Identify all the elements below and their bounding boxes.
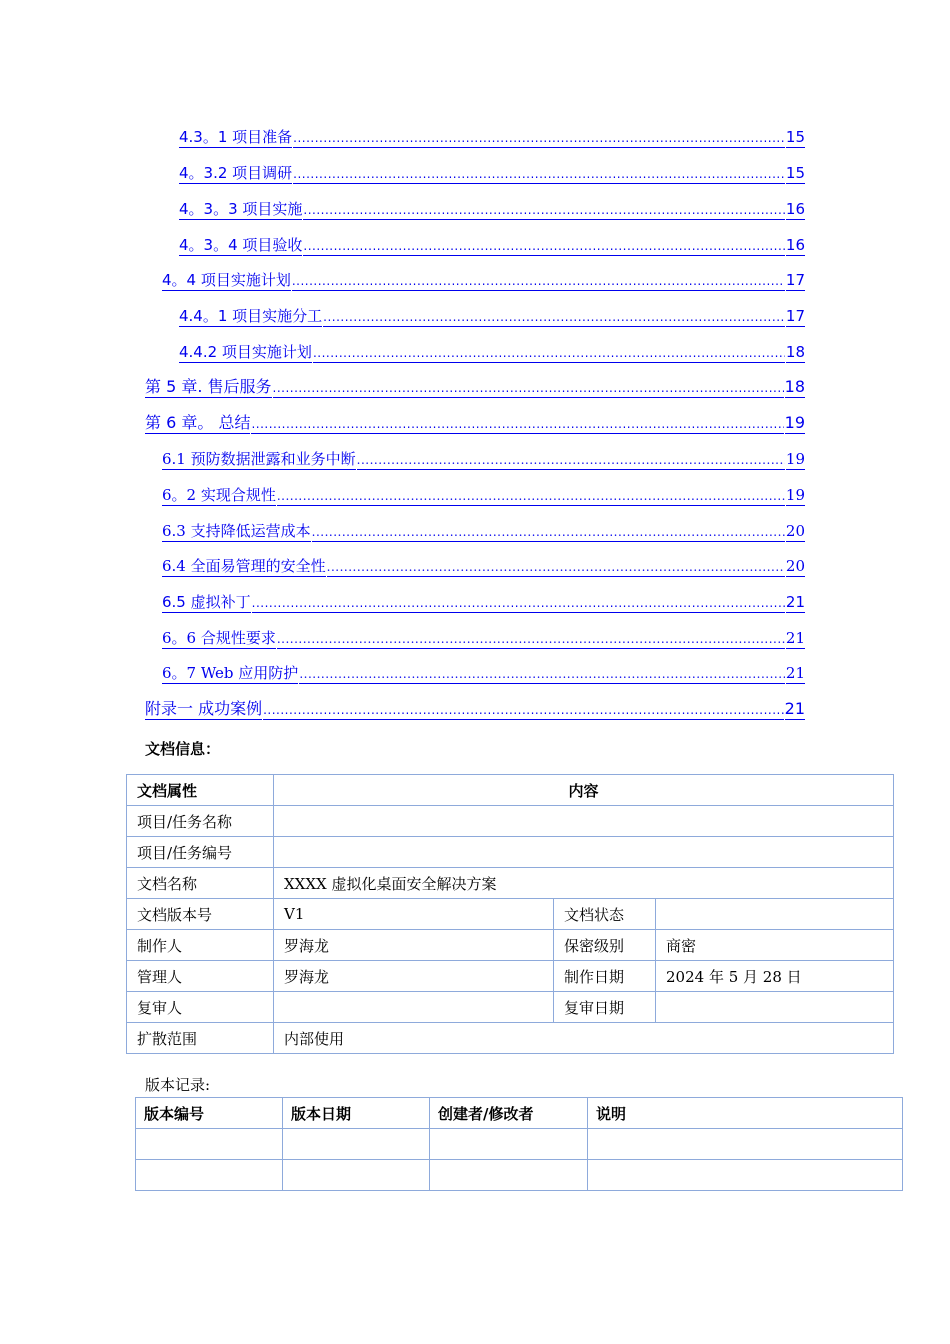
toc-entry[interactable]: [179, 194, 805, 220]
row-value: 内部使用: [274, 1023, 894, 1054]
table-cell: [430, 1160, 588, 1191]
table-row: [127, 1023, 894, 1054]
toc-entry[interactable]: [162, 658, 805, 684]
toc-entry[interactable]: [179, 230, 805, 256]
toc-page-number: 21: [785, 593, 805, 611]
toc-chapter-entry[interactable]: [145, 372, 805, 398]
toc-page-number: 19: [785, 450, 805, 468]
toc-leader: [323, 306, 785, 327]
toc-entry-title: 6.1 预防数据泄露和业务中断: [162, 450, 356, 468]
toc-chapter-entry[interactable]: [145, 408, 805, 434]
toc-entry-title: 6.5 虚拟补丁: [162, 593, 251, 611]
toc-page-number: 17: [785, 271, 805, 289]
toc-entry[interactable]: [162, 587, 805, 613]
doc-info-table: [126, 774, 894, 1054]
table-row: [127, 961, 894, 992]
table-cell: [588, 1160, 903, 1191]
row-value: V1: [274, 899, 554, 930]
row-label: 文档版本号: [127, 899, 274, 930]
toc-leader: [277, 485, 785, 506]
toc-page-number: 21: [785, 629, 805, 647]
header-attr: 文档属性: [127, 775, 274, 806]
toc-leader: [357, 449, 785, 470]
toc-entry-title: 4。4 项目实施计划: [162, 271, 291, 289]
toc-entry-title: 4.4.2 项目实施计划: [179, 343, 312, 361]
toc-page-number: 19: [784, 413, 805, 432]
column-header: 说明: [588, 1098, 903, 1129]
toc-entry-title: 4。3。4 项目验收: [179, 236, 303, 254]
row-label: 制作人: [127, 930, 274, 961]
toc-page-number: 15: [785, 128, 805, 146]
toc-entry[interactable]: [162, 480, 805, 506]
toc-entry-title: 4。3。3 项目实施: [179, 200, 303, 218]
row-value: 2024 年 5 月 28 日: [656, 961, 894, 992]
toc-entry-title: 第 6 章。 总结: [145, 413, 251, 432]
table-row: [136, 1098, 903, 1129]
toc-leader: [293, 163, 785, 184]
toc-appendix-entry[interactable]: [145, 694, 805, 720]
row-label: 文档名称: [127, 868, 274, 899]
table-cell: [136, 1160, 283, 1191]
toc-page-number: 16: [785, 236, 805, 254]
toc-entry-title: 附录一 成功案例: [145, 699, 263, 718]
row-value: 罗海龙: [274, 930, 554, 961]
toc-leader: [292, 270, 785, 291]
row-value: 罗海龙: [274, 961, 554, 992]
column-header: 创建者/修改者: [430, 1098, 588, 1129]
row-value: 商密: [656, 930, 894, 961]
toc-page-number: 20: [785, 522, 805, 540]
toc-entry-title: 6。2 实现合规性: [162, 486, 276, 504]
toc-leader: [313, 342, 785, 363]
toc-page-number: 19: [785, 486, 805, 504]
toc-leader: [252, 592, 785, 613]
toc-entry-title: 第 5 章. 售后服务: [145, 377, 272, 396]
toc-entry-title: 6。7 Web 应用防护: [162, 664, 299, 682]
toc-page-number: 18: [785, 343, 805, 361]
toc-page-number: 16: [785, 200, 805, 218]
table-cell: [430, 1129, 588, 1160]
row-label: 管理人: [127, 961, 274, 992]
toc-entry-title: 6。6 合规性要求: [162, 629, 276, 647]
version-record-table: [135, 1097, 903, 1191]
toc-entry[interactable]: [179, 301, 805, 327]
table-row: [136, 1129, 903, 1160]
row-label: 文档状态: [554, 899, 656, 930]
toc-entry[interactable]: [179, 337, 805, 363]
toc-leader: [312, 521, 785, 542]
toc-page-number: 21: [785, 664, 805, 682]
header-content: 内容: [274, 775, 894, 806]
toc-entry[interactable]: [179, 158, 805, 184]
toc-page-number: 18: [784, 377, 805, 396]
toc-entry[interactable]: [162, 623, 805, 649]
row-value: [274, 992, 554, 1023]
toc-leader: [303, 199, 785, 220]
table-row: [136, 1160, 903, 1191]
table-row: [127, 930, 894, 961]
toc-leader: [277, 628, 785, 649]
table-row: [127, 775, 894, 806]
toc-page-number: 15: [785, 164, 805, 182]
toc-leader: [273, 377, 784, 398]
toc-page-number: 17: [785, 307, 805, 325]
toc-entry-title: 6.4 全面易管理的安全性: [162, 557, 326, 575]
table-row: [127, 992, 894, 1023]
table-cell: [283, 1129, 430, 1160]
table-cell: [588, 1129, 903, 1160]
toc-entry-title: 4。3.2 项目调研: [179, 164, 293, 182]
toc-leader: [327, 556, 785, 577]
table-row: [127, 868, 894, 899]
doc-info-heading: 文档信息：: [145, 740, 221, 758]
toc-page-number: 21: [784, 699, 805, 718]
toc-entry[interactable]: [162, 551, 805, 577]
row-label: 制作日期: [554, 961, 656, 992]
row-label: 复审人: [127, 992, 274, 1023]
toc-entry[interactable]: [162, 265, 805, 291]
toc-entry[interactable]: [179, 122, 805, 148]
column-header: 版本编号: [136, 1098, 283, 1129]
toc-leader: [303, 235, 785, 256]
toc-leader: [299, 663, 785, 684]
row-value: [274, 806, 894, 837]
toc-leader: [263, 699, 784, 720]
column-header: 版本日期: [283, 1098, 430, 1129]
version-record-heading: 版本记录:: [145, 1076, 211, 1094]
toc-leader: [293, 127, 785, 148]
toc-entry-title: 6.3 支持降低运营成本: [162, 522, 311, 540]
row-label: 保密级别: [554, 930, 656, 961]
table-cell: [283, 1160, 430, 1191]
toc-entry-title: 4.4。1 项目实施分工: [179, 307, 323, 325]
toc-page-number: 20: [785, 557, 805, 575]
toc-entry-title: 4.3。1 项目准备: [179, 128, 293, 146]
row-value: XXXX 虚拟化桌面安全解决方案: [274, 868, 894, 899]
table-row: [127, 837, 894, 868]
toc-entry[interactable]: [162, 516, 805, 542]
table-cell: [136, 1129, 283, 1160]
row-label: 项目/任务编号: [127, 837, 274, 868]
row-label: 项目/任务名称: [127, 806, 274, 837]
toc-leader: [251, 413, 783, 434]
table-row: [127, 806, 894, 837]
row-value: [656, 992, 894, 1023]
row-value: [656, 899, 894, 930]
toc-entry[interactable]: [162, 444, 805, 470]
row-value: [274, 837, 894, 868]
row-label: 扩散范围: [127, 1023, 274, 1054]
row-label: 复审日期: [554, 992, 656, 1023]
table-row: [127, 899, 894, 930]
